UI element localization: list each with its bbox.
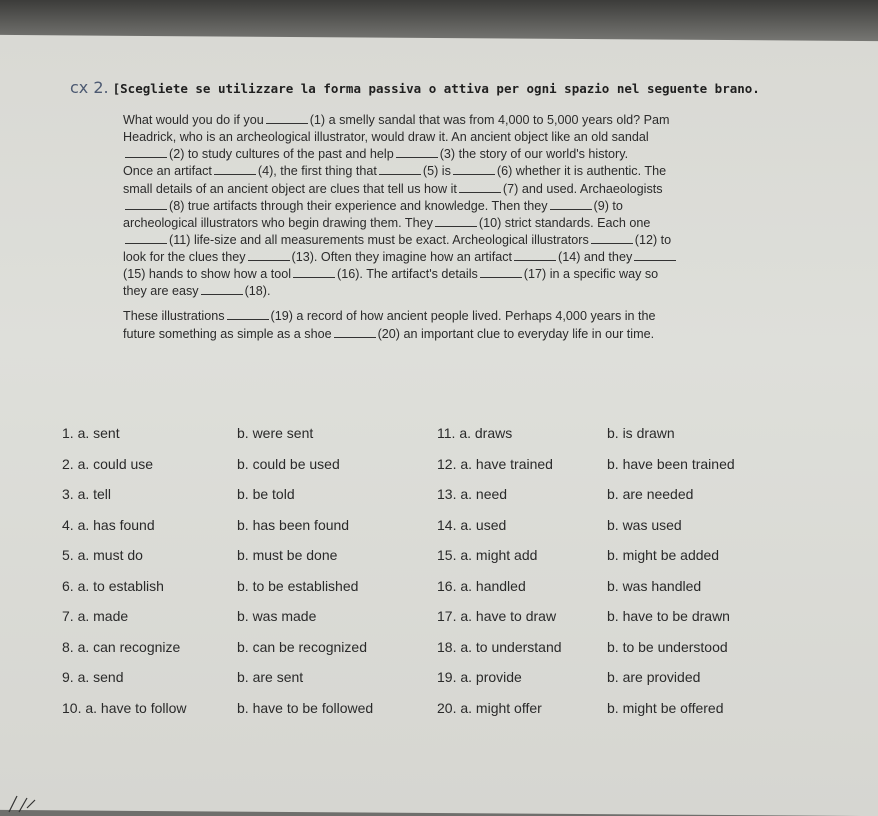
passage-text: (17) in a specific way so <box>523 267 659 282</box>
passage-text: (18). <box>244 284 271 299</box>
option-a[interactable]: 9. a. send <box>62 669 124 685</box>
option-a[interactable]: 7. a. made <box>62 608 129 624</box>
answer-row <box>62 578 782 609</box>
passage-text: they are easy <box>123 284 199 299</box>
option-a[interactable]: 14. a. used <box>437 516 507 533</box>
answer-blank[interactable] <box>453 164 495 175</box>
option-a[interactable]: 19. a. provide <box>437 669 522 685</box>
option-a[interactable]: 17. a. have to draw <box>437 608 557 624</box>
passage-line <box>123 146 743 163</box>
option-b[interactable]: b. might be offered <box>607 699 724 716</box>
option-b[interactable]: b. must be done <box>237 547 338 563</box>
exercise-header <box>70 78 850 97</box>
passage-text: future something as simple as a shoe <box>123 326 332 341</box>
passage-paragraph-1 <box>123 112 743 300</box>
option-a[interactable]: 11. a. draws <box>437 425 513 441</box>
answer-row <box>62 456 782 487</box>
passage-line <box>123 308 743 325</box>
passage-text: (14) and they <box>558 250 633 264</box>
handwritten-exercise-mark: cx 2. <box>70 78 109 97</box>
passage-text: What would you do if you <box>123 113 264 127</box>
option-b[interactable]: b. be told <box>237 486 295 502</box>
passage-text: (4), the first thing that <box>257 164 377 179</box>
option-a[interactable]: 16. a. handled <box>437 577 526 594</box>
passage-text: (7) and used. Archaeologists <box>502 181 663 196</box>
passage-line <box>123 215 743 232</box>
option-b[interactable]: b. is drawn <box>607 425 675 441</box>
answer-blank[interactable] <box>334 327 376 338</box>
option-b[interactable]: b. are needed <box>607 486 694 502</box>
option-b[interactable]: b. was used <box>607 516 682 533</box>
option-a[interactable]: 15. a. might add <box>437 547 538 563</box>
answer-blank[interactable] <box>591 233 633 244</box>
passage-text: (19) a record of how ancient people lived. Perhaps 4,000 years in the <box>270 309 656 324</box>
answer-options-table <box>62 425 782 730</box>
option-a[interactable]: 5. a. must do <box>62 547 143 563</box>
option-b[interactable]: b. could be used <box>237 455 340 472</box>
pencil-scribble-icon <box>5 784 45 814</box>
exercise-instruction: [Scegliete se utilizzare la forma passiva o attiva per ogni spazio nel seguente brano. <box>112 81 760 96</box>
passage-text: (12) to <box>634 232 672 247</box>
reading-passage <box>123 112 743 343</box>
passage-line <box>123 283 743 300</box>
answer-blank[interactable] <box>293 267 335 278</box>
option-a[interactable]: 20. a. might offer <box>437 699 542 716</box>
answer-blank[interactable] <box>459 182 501 193</box>
passage-line <box>123 181 743 198</box>
answer-blank[interactable] <box>201 284 243 295</box>
answer-blank[interactable] <box>125 199 167 210</box>
passage-text: (6) whether it is authentic. The <box>496 164 667 179</box>
answer-blank[interactable] <box>396 147 438 158</box>
passage-line <box>123 163 743 180</box>
answer-blank[interactable] <box>248 250 290 261</box>
option-b[interactable]: b. to be established <box>237 577 359 594</box>
passage-text: (9) to <box>593 198 623 213</box>
passage-line <box>123 198 743 215</box>
answer-row <box>62 517 782 548</box>
passage-paragraph-2 <box>123 308 743 342</box>
option-a[interactable]: 12. a. have trained <box>437 455 553 472</box>
answer-row <box>62 639 782 670</box>
answer-blank[interactable] <box>227 309 269 320</box>
option-b[interactable]: b. are sent <box>237 669 304 685</box>
answer-row <box>62 669 782 700</box>
passage-text: (20) an important clue to everyday life in our time. <box>377 326 655 341</box>
option-b[interactable]: b. might be added <box>607 547 720 563</box>
option-b[interactable]: b. have to be drawn <box>607 608 730 624</box>
option-b[interactable]: b. was made <box>237 608 317 624</box>
answer-blank[interactable] <box>125 147 167 158</box>
passage-text: (1) a smelly sandal that was from 4,000 to 5,000 years old? Pam <box>309 113 670 127</box>
option-a[interactable]: 10. a. have to follow <box>62 699 187 716</box>
passage-text: look for the clues they <box>123 250 246 264</box>
option-a[interactable]: 6. a. to establish <box>62 577 164 594</box>
answer-blank[interactable] <box>634 250 676 261</box>
answer-blank[interactable] <box>379 164 421 175</box>
option-b[interactable]: b. was handled <box>607 577 702 594</box>
option-b[interactable]: b. to be understood <box>607 638 728 655</box>
passage-text: (10) strict standards. Each one <box>478 215 651 230</box>
answer-blank[interactable] <box>550 199 592 210</box>
option-b[interactable]: b. has been found <box>237 516 350 533</box>
answer-row <box>62 608 782 639</box>
passage-text: (15) hands to show how a tool <box>123 267 292 282</box>
passage-text: (11) life-size and all measurements must be exact. Archeological illustrators <box>169 232 589 247</box>
passage-line <box>123 326 743 343</box>
answer-blank[interactable] <box>514 250 556 261</box>
passage-text: (16). The artifact's details <box>337 267 478 282</box>
option-a[interactable]: 3. a. tell <box>62 486 112 502</box>
answer-row <box>62 547 782 578</box>
option-a[interactable]: 18. a. to understand <box>437 638 562 655</box>
passage-line <box>123 129 743 146</box>
passage-text: (8) true artifacts through their experience and knowledge. Then they <box>169 198 548 213</box>
answer-blank[interactable] <box>125 233 167 244</box>
answer-blank[interactable] <box>480 267 522 278</box>
answer-blank[interactable] <box>214 164 256 175</box>
option-b[interactable]: b. have been trained <box>607 455 735 472</box>
passage-text: archeological illustrators who begin drawing them. They <box>123 215 433 230</box>
option-b[interactable]: b. have to be followed <box>237 699 374 716</box>
passage-line <box>123 266 743 283</box>
passage-line <box>123 232 743 249</box>
option-a[interactable]: 1. a. sent <box>62 425 120 441</box>
answer-blank[interactable] <box>435 216 477 227</box>
passage-line <box>123 112 743 129</box>
option-a[interactable]: 13. a. need <box>437 486 508 502</box>
passage-text: Headrick, who is an archeological illustrator, would draw it. An ancient object like an old sandal <box>123 130 649 145</box>
answer-blank[interactable] <box>266 113 308 124</box>
option-a[interactable]: 8. a. can recognize <box>62 638 181 655</box>
option-a[interactable]: 2. a. could use <box>62 455 154 472</box>
answer-row <box>62 486 782 517</box>
answer-row <box>62 425 782 456</box>
option-b[interactable]: b. were sent <box>237 425 314 441</box>
answer-row <box>62 700 782 731</box>
option-b[interactable]: b. are provided <box>607 669 701 685</box>
passage-line <box>123 249 743 266</box>
passage-text: Once an artifact <box>123 164 212 179</box>
passage-text: (2) to study cultures of the past and help <box>169 147 394 162</box>
option-b[interactable]: b. can be recognized <box>237 638 367 655</box>
passage-text: (5) is <box>422 164 451 179</box>
passage-text: (3) the story of our world's history. <box>439 147 629 162</box>
passage-text: (13). Often they imagine how an artifact <box>291 250 513 264</box>
passage-text: small details of an ancient object are clues that tell us how it <box>123 181 457 196</box>
option-a[interactable]: 4. a. has found <box>62 516 155 533</box>
passage-text: These illustrations <box>123 309 225 324</box>
